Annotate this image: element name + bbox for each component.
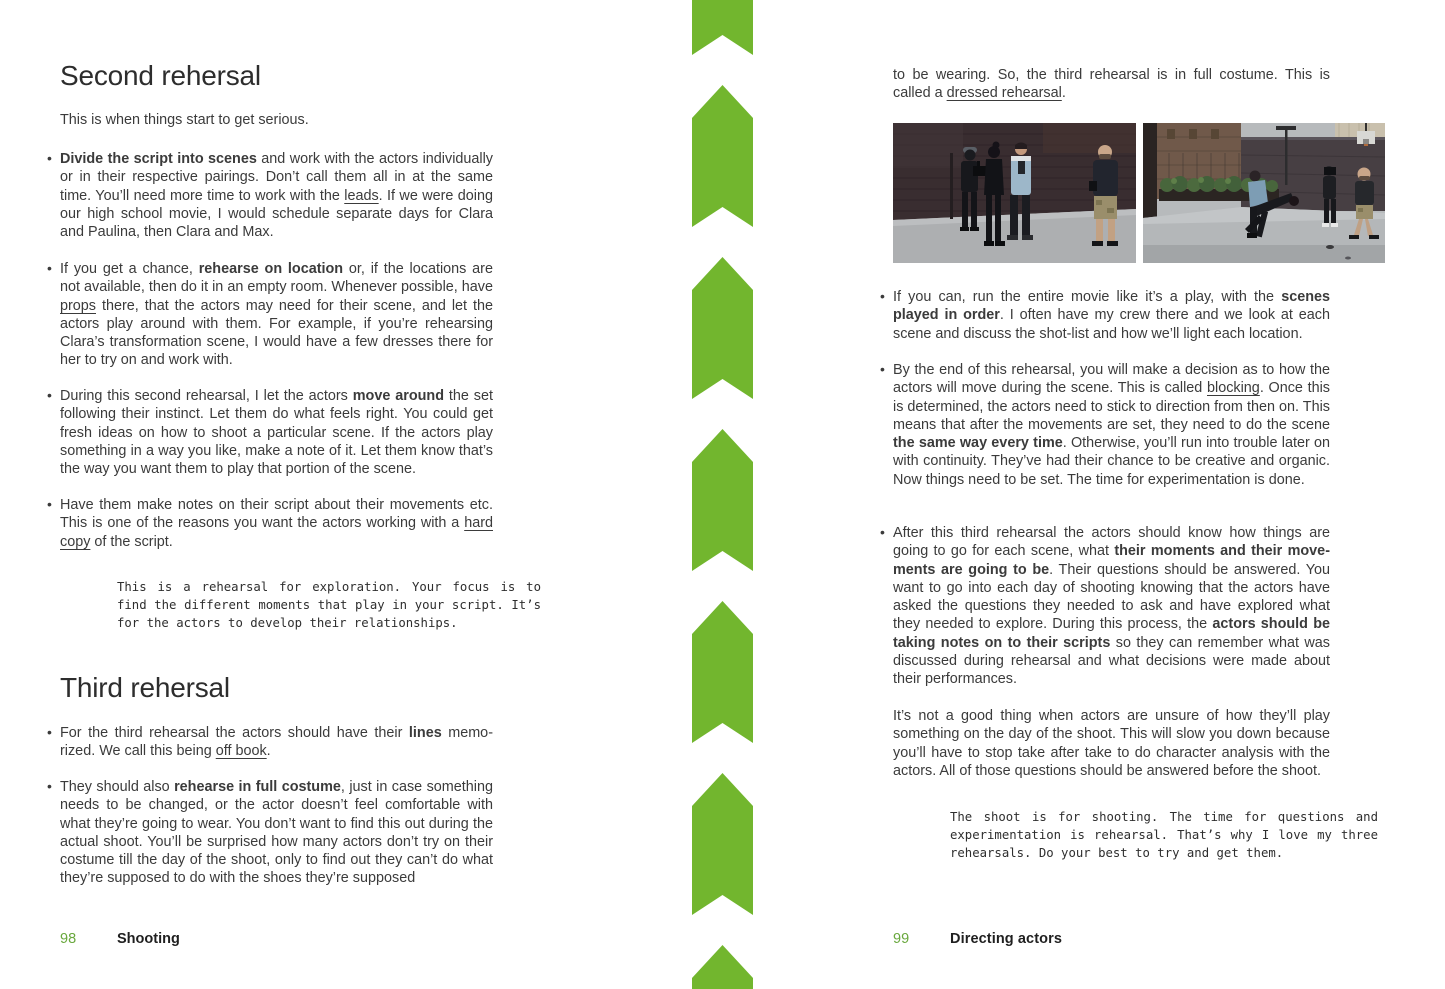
- page-number: 98: [60, 931, 77, 947]
- heading-third-rehersal: Third rehersal: [60, 672, 230, 703]
- bullet-run-like-play: [893, 288, 1330, 343]
- bullet-text: • If you can, run the entire movie like it’s a play, with the scenes played in order. I often have my crew there and we look at each scene and discuss the shot-list and how we’ll light each location.: [893, 289, 1330, 342]
- bullet-text: • By the end of this rehearsal, you will make a decision as to how the actors will move during the scene. This is called blocking. Once this is determined, the actors need to stick to direction from then on. This means that after the movements are set, they need to do the scene the same way every time. Otherwise, you’ll run into trouble later on with continuity. They’ve had their chance to be creative and organic. Now things need to be set. The time for experimentation is done.: [893, 362, 1331, 488]
- chevron-up-icon: [692, 0, 753, 55]
- bullet-text: • Have them make notes on their script about their movements etc. This is one of the reasons you want the actors working with a hard copy of the script.: [60, 497, 493, 550]
- intro-paragraph: This is when things start to get serious.: [60, 112, 309, 128]
- footer-right: [893, 931, 1330, 951]
- page-right: [893, 0, 1378, 989]
- bullet-text: • They should also rehearse in full costume, just in case something needs to be changed, or the actor doesn’t feel comfortable with what they’re going to wear. You don’t want to find this out during the actual shoot. You’ll be surprised how many actors don’t try on their costume till the day of the shoot, only to find out they can’t do what they’re supposed to do with the shoes they’re supposed: [60, 779, 493, 887]
- bullet-text: • For the third rehearsal the actors should have their lines memorized. We call this being off book.: [60, 725, 493, 760]
- chevron-up-icon: [692, 85, 753, 227]
- chevron-up-icon: [692, 601, 753, 743]
- page-number: 99: [893, 931, 910, 947]
- heading-second-rehersal: Second rehersal: [60, 60, 261, 91]
- chevron-up-icon: [692, 429, 753, 571]
- footer-chapter-label: Shooting: [117, 931, 180, 947]
- bullet-text: • If you get a chance, rehearse on location or, if the locations are not available, then do it in an empty room. Whenever possible, have props there, that the actors may need for their scene, and let the actors play around with them. For example, if you’re rehearsing Clara’s transformation scene, I would have a few dresses there for her to try on and work with.: [60, 261, 493, 369]
- footer-section-label: Directing actors: [950, 931, 1062, 947]
- bullet-move-around: [60, 387, 493, 478]
- chevron-up-icon: [692, 257, 753, 399]
- bullet-full-costume: [60, 778, 493, 888]
- page-left: [60, 0, 541, 989]
- typewriter-note-right: The shoot is for shooting. The time for questions and experimentation is rehearsal. That’s why I love my three rehearsals. Do your best to try and get them.: [950, 810, 1378, 860]
- photo-illustration: [893, 123, 1136, 263]
- bullet-text: • During this second rehearsal, I let the actors move around the set following their instinct. Let them do what feels right. You could get fresh ideas on how to shoot a particular scene. If the actors play something in a way you like, make a note of it. Let them know that’s the way you want them to play that portion of the scene.: [60, 388, 494, 478]
- closing-paragraph: It’s not a good thing when actors are unsure of how they’ll play something on the day of the shoot. This will slow you down because you’ll have to stop take after take to do character analysis with the actors. All of those questions should be answered before the shoot.: [893, 708, 1330, 779]
- continuation-paragraph: to be wearing. So, the third rehearsal is in full costume. This is called a dressed rehearsal.: [893, 67, 1330, 102]
- bullet-text: • Divide the script into scenes and work with the actors individually or in their respective pairings. Don’t call them all in at the same time. You’ll need more time to work with the leads. If we were doing our high school movie, I would schedule separate days for Clara and Paulina, then Clara and Max.: [60, 151, 493, 241]
- chevron-up-icon: [692, 945, 753, 989]
- bullet-after-third-rehearsal: [893, 524, 1330, 689]
- bullet-divide-script: [60, 150, 493, 241]
- bullet-off-book: [60, 724, 493, 761]
- bullet-text: • After this third rehearsal the actors should know how things are going to go for each scene, what their moments and their movements are going to be. Their questions should be answered. You want to go into each day of shooting knowing that the actors have asked the questions they needed to ask and have explored what they needed to explore. During this process, the actors should be taking notes on to their scripts so they can remember what was discussed during rehearsal and what decisions were made about their performances.: [893, 525, 1330, 688]
- typewriter-note-left: This is a rehearsal for exploration. Your focus is to find the different moments that play in your script. It’s for the actors to develop their relationships.: [117, 580, 541, 630]
- bullet-blocking: [893, 361, 1330, 489]
- chevron-divider-column: [692, 0, 753, 989]
- bullet-make-notes: [60, 496, 493, 551]
- bullet-rehearse-on-location: [60, 260, 493, 370]
- footer-left: [60, 931, 493, 951]
- rehearsal-photo-street-scene: [893, 123, 1136, 263]
- chevron-up-icon: [692, 773, 753, 915]
- photo-illustration: [1143, 123, 1385, 263]
- rehearsal-photo-courtyard-scene: [1143, 123, 1385, 263]
